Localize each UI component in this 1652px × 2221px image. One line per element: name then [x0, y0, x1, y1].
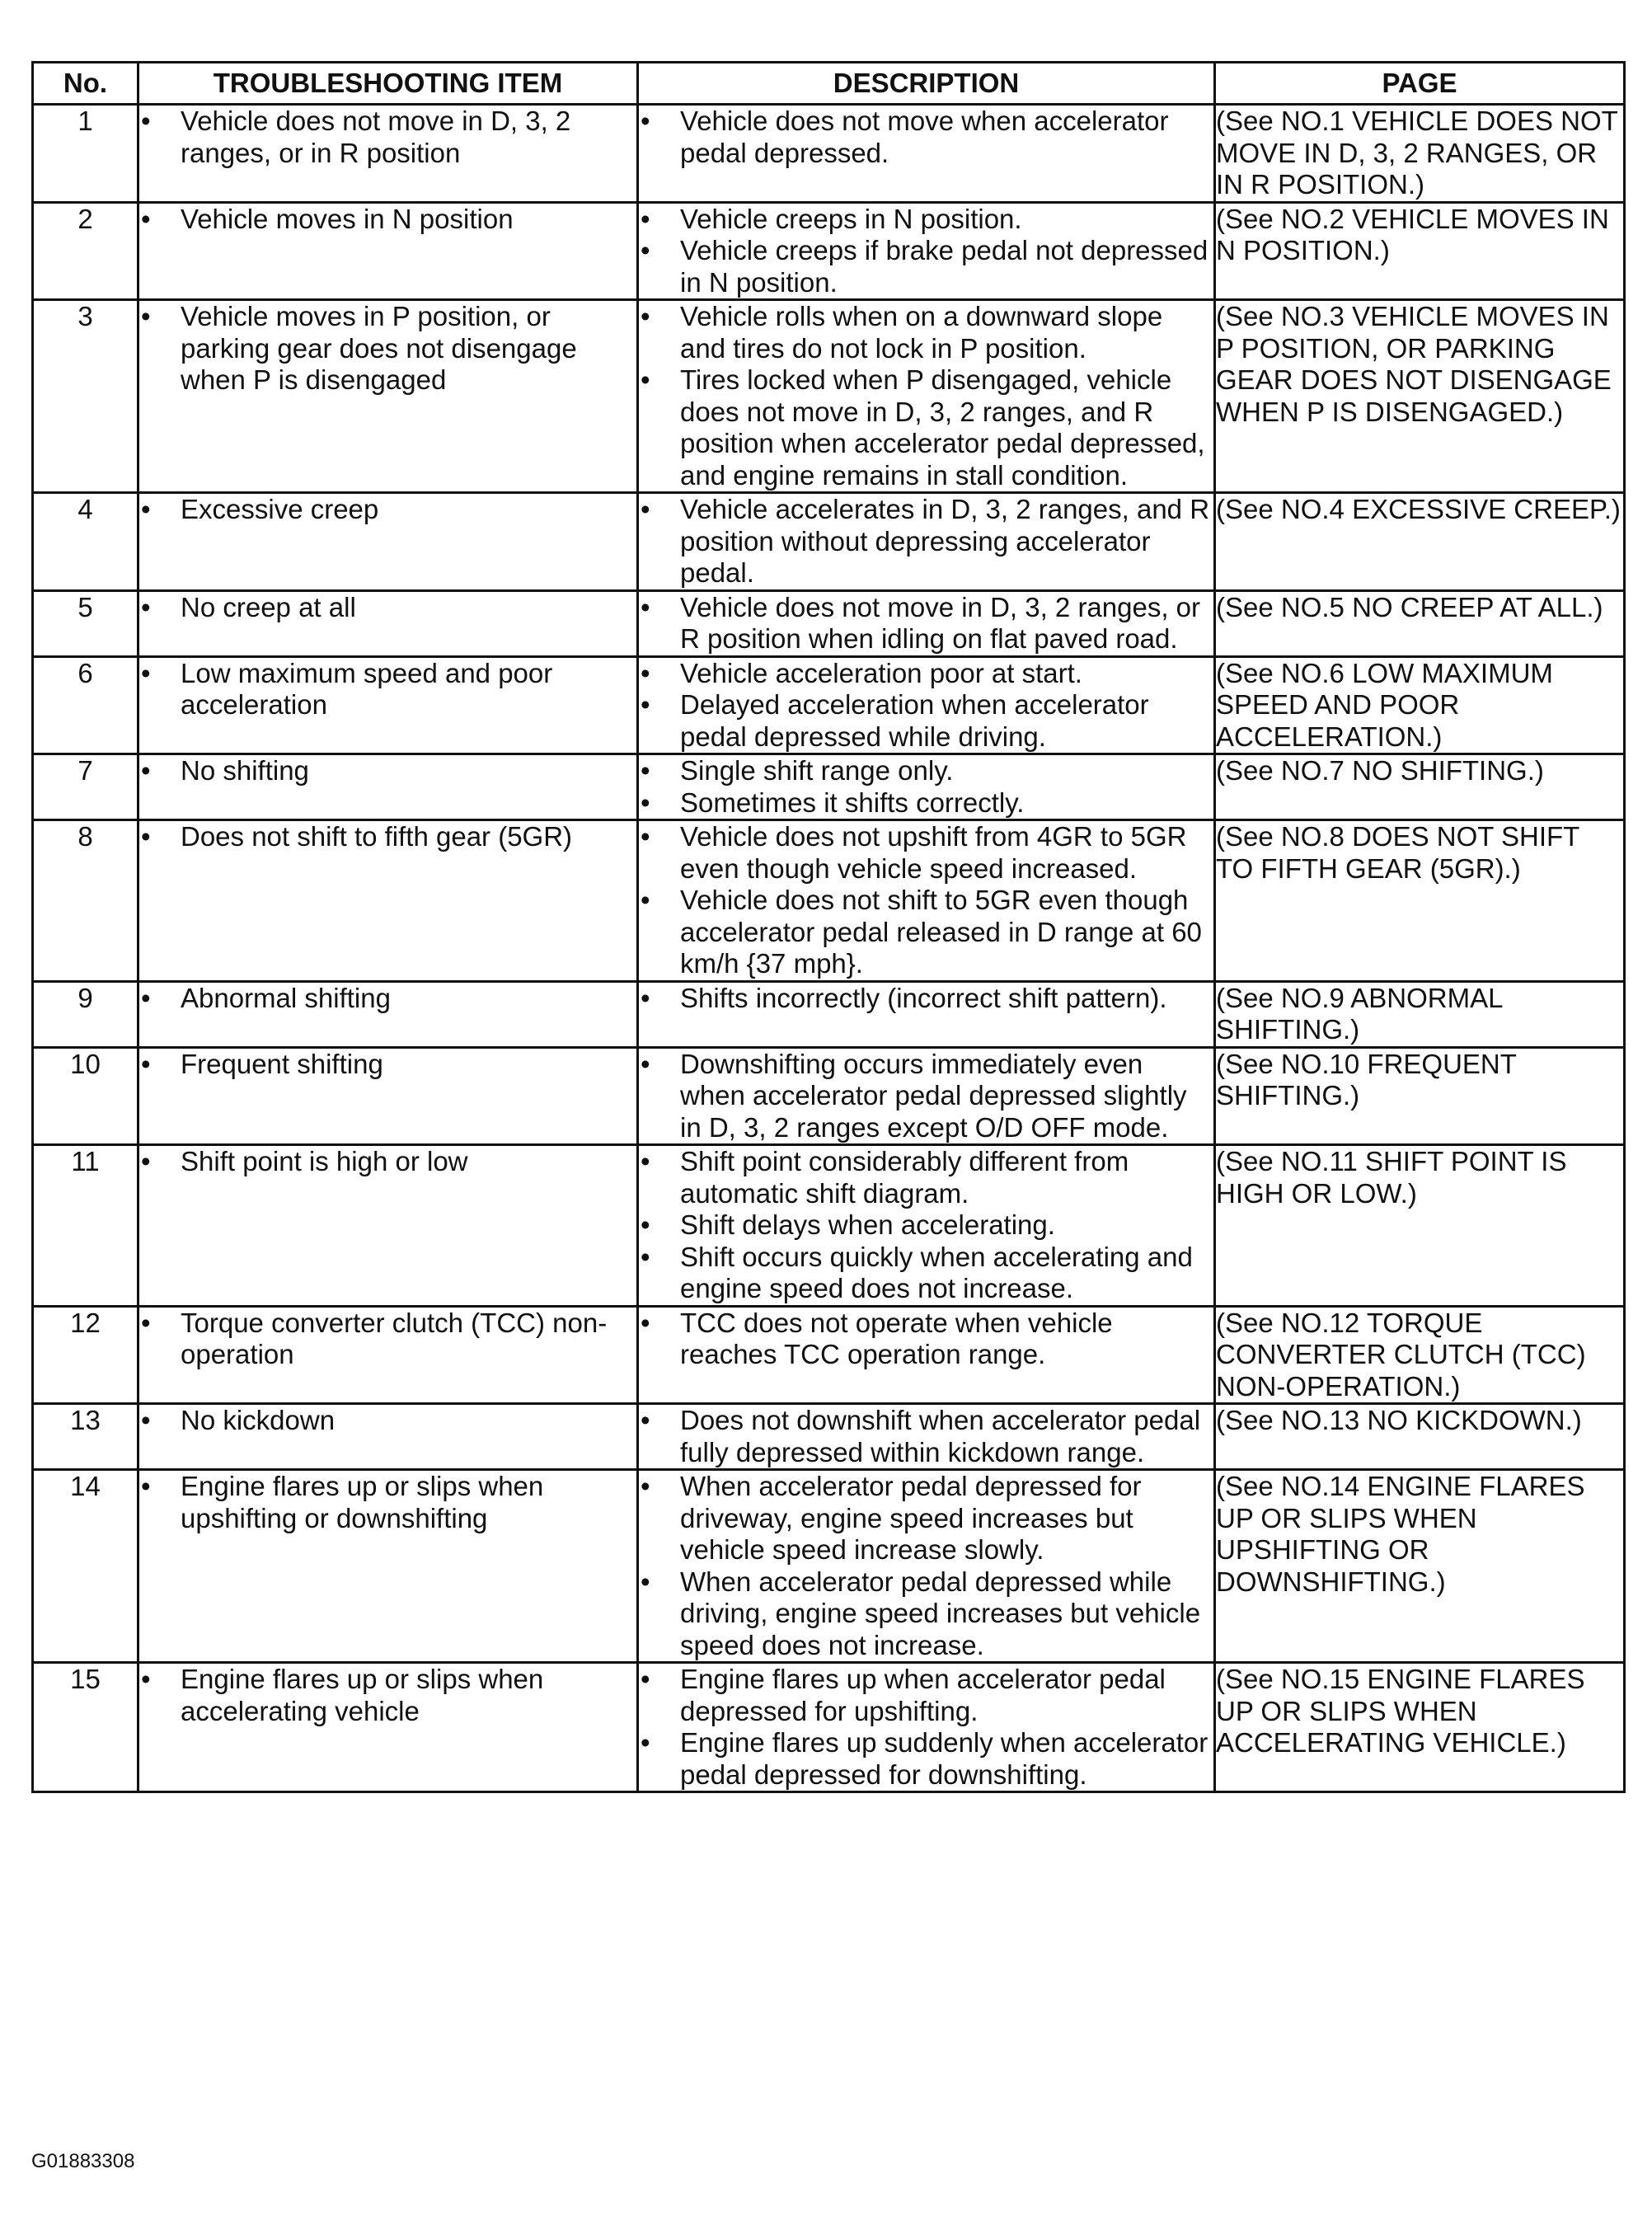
- description-bullet: • Engine flares up suddenly when accelerator pedal depressed for downshifting.: [639, 1727, 1213, 1791]
- troubleshooting-item-cell: [138, 590, 638, 656]
- description-bullet: • Vehicle rolls when on a downward slope and tires do not lock in P position.: [639, 301, 1213, 364]
- troubleshooting-item-cell: [138, 1470, 638, 1663]
- troubleshooting-item: • Does not shift to fifth gear (5GR): [139, 821, 636, 853]
- page-reference: (See NO.13 NO KICKDOWN.): [1215, 1404, 1625, 1470]
- table-row: [33, 1047, 1625, 1145]
- table-row: [33, 1470, 1625, 1663]
- row-number: 5: [33, 590, 138, 656]
- figure-code: G01883308: [31, 2150, 135, 2172]
- description-bullet: • Vehicle accelerates in D, 3, 2 ranges, and R position without depressing accelerator pedal.: [639, 494, 1213, 589]
- row-number: 11: [33, 1145, 138, 1307]
- table-row: [33, 1306, 1625, 1404]
- description-bullet: • When accelerator pedal depressed while driving, engine speed increases but vehicle speed does not increase.: [639, 1566, 1213, 1662]
- troubleshooting-item: • Frequent shifting: [139, 1049, 636, 1081]
- description-cell-list: [639, 983, 1213, 1015]
- page-reference: (See NO.1 VEHICLE DOES NOT MOVE IN D, 3, 2 RANGES, OR IN R POSITION.): [1215, 105, 1625, 203]
- table-body: [33, 105, 1625, 1792]
- troubleshooting-item-cell-list: [139, 1049, 636, 1081]
- header-description: DESCRIPTION: [638, 63, 1215, 105]
- row-number: 13: [33, 1404, 138, 1470]
- page-reference: (See NO.11 SHIFT POINT IS HIGH OR LOW.): [1215, 1145, 1625, 1307]
- description-cell: [638, 981, 1215, 1047]
- troubleshooting-item-cell: [138, 493, 638, 591]
- header-troubleshooting-item: TROUBLESHOOTING ITEM: [138, 63, 638, 105]
- troubleshooting-item-cell-list: [139, 301, 636, 397]
- table-row: [33, 754, 1625, 820]
- troubleshooting-item-cell: [138, 105, 638, 203]
- troubleshooting-item-cell-list: [139, 204, 636, 236]
- troubleshooting-item-cell-list: [139, 755, 636, 787]
- row-number: 9: [33, 981, 138, 1047]
- troubleshooting-item-cell: [138, 202, 638, 300]
- page-reference: (See NO.10 FREQUENT SHIFTING.): [1215, 1047, 1625, 1145]
- description-cell: [638, 1404, 1215, 1470]
- page-reference: (See NO.15 ENGINE FLARES UP OR SLIPS WHEN ACCELERATING VEHICLE.): [1215, 1663, 1625, 1792]
- row-number: 6: [33, 656, 138, 754]
- row-number: 8: [33, 820, 138, 982]
- description-cell-list: [639, 1405, 1213, 1468]
- header-no: No.: [33, 63, 138, 105]
- description-cell-list: [639, 106, 1213, 169]
- description-cell-list: [639, 204, 1213, 299]
- description-cell: [638, 820, 1215, 982]
- description-bullet: • Vehicle does not upshift from 4GR to 5GR even though vehicle speed increased.: [639, 821, 1213, 885]
- page-reference: (See NO.12 TORQUE CONVERTER CLUTCH (TCC) NON-OPERATION.): [1215, 1306, 1625, 1404]
- troubleshooting-item-cell-list: [139, 592, 636, 624]
- table-row: [33, 202, 1625, 300]
- description-cell-list: [639, 1471, 1213, 1661]
- table-row: [33, 105, 1625, 203]
- table-row: [33, 1145, 1625, 1307]
- description-bullet: • Single shift range only.: [639, 755, 1213, 787]
- page-reference: (See NO.2 VEHICLE MOVES IN N POSITION.): [1215, 202, 1625, 300]
- header-page: PAGE: [1215, 63, 1625, 105]
- troubleshooting-item: • Vehicle moves in P position, or parking gear does not disengage when P is disengaged: [139, 301, 636, 397]
- description-cell-list: [639, 1664, 1213, 1791]
- description-cell: [638, 105, 1215, 203]
- row-number: 1: [33, 105, 138, 203]
- description-bullet: • Vehicle creeps in N position.: [639, 204, 1213, 236]
- description-cell-list: [639, 1308, 1213, 1371]
- table-header-row: [33, 63, 1625, 105]
- table-row: [33, 1404, 1625, 1470]
- troubleshooting-item-cell: [138, 1145, 638, 1307]
- row-number: 3: [33, 300, 138, 493]
- table-row: [33, 300, 1625, 493]
- troubleshooting-item-cell-list: [139, 1471, 636, 1534]
- troubleshooting-item-cell-list: [139, 821, 636, 853]
- troubleshooting-item-cell-list: [139, 1146, 636, 1178]
- description-bullet: • Delayed acceleration when accelerator pedal depressed while driving.: [639, 689, 1213, 753]
- description-cell-list: [639, 494, 1213, 589]
- description-cell-list: [639, 592, 1213, 655]
- description-cell-list: [639, 658, 1213, 754]
- troubleshooting-item: • No creep at all: [139, 592, 636, 624]
- row-number: 10: [33, 1047, 138, 1145]
- troubleshooting-item: • Engine flares up or slips when upshifting or downshifting: [139, 1471, 636, 1534]
- description-bullet: • Sometimes it shifts correctly.: [639, 787, 1213, 819]
- description-bullet: • TCC does not operate when vehicle reaches TCC operation range.: [639, 1308, 1213, 1371]
- table-row: [33, 820, 1625, 982]
- description-bullet: • Vehicle acceleration poor at start.: [639, 658, 1213, 690]
- troubleshooting-item-cell-list: [139, 983, 636, 1015]
- troubleshooting-item: • Shift point is high or low: [139, 1146, 636, 1178]
- row-number: 12: [33, 1306, 138, 1404]
- row-number: 14: [33, 1470, 138, 1663]
- troubleshooting-item-cell: [138, 300, 638, 493]
- description-cell: [638, 1470, 1215, 1663]
- description-bullet: • Shift point considerably different from automatic shift diagram.: [639, 1146, 1213, 1209]
- description-bullet: • Does not downshift when accelerator pedal fully depressed within kickdown range.: [639, 1405, 1213, 1468]
- troubleshooting-item: • Vehicle moves in N position: [139, 204, 636, 236]
- description-cell-list: [639, 1146, 1213, 1305]
- troubleshooting-item-cell-list: [139, 1405, 636, 1437]
- row-number: 7: [33, 754, 138, 820]
- page-reference: (See NO.8 DOES NOT SHIFT TO FIFTH GEAR (5GR).): [1215, 820, 1625, 982]
- description-bullet: • Vehicle creeps if brake pedal not depressed in N position.: [639, 235, 1213, 298]
- troubleshooting-item: • Abnormal shifting: [139, 983, 636, 1015]
- description-bullet: • Engine flares up when accelerator pedal depressed for upshifting.: [639, 1664, 1213, 1727]
- troubleshooting-item: • No shifting: [139, 755, 636, 787]
- description-bullet: • Downshifting occurs immediately even when accelerator pedal depressed slightly in D, 3, 2 ranges except O/D OFF mode.: [639, 1049, 1213, 1144]
- description-cell: [638, 493, 1215, 591]
- row-number: 4: [33, 493, 138, 591]
- page-reference: (See NO.9 ABNORMAL SHIFTING.): [1215, 981, 1625, 1047]
- page-reference: (See NO.5 NO CREEP AT ALL.): [1215, 590, 1625, 656]
- table-row: [33, 981, 1625, 1047]
- description-cell-list: [639, 301, 1213, 491]
- description-cell: [638, 1145, 1215, 1307]
- description-bullet: • Shift occurs quickly when accelerating and engine speed does not increase.: [639, 1242, 1213, 1305]
- description-cell: [638, 300, 1215, 493]
- description-cell: [638, 1663, 1215, 1792]
- description-bullet: • Vehicle does not move in D, 3, 2 ranges, or R position when idling on flat paved road.: [639, 592, 1213, 655]
- troubleshooting-item-cell: [138, 981, 638, 1047]
- troubleshooting-item-cell-list: [139, 106, 636, 169]
- troubleshooting-item-cell: [138, 1404, 638, 1470]
- page-reference: (See NO.6 LOW MAXIMUM SPEED AND POOR ACCELERATION.): [1215, 656, 1625, 754]
- page-reference: (See NO.3 VEHICLE MOVES IN P POSITION, OR PARKING GEAR DOES NOT DISENGAGE WHEN P IS DISENGAGED.): [1215, 300, 1625, 493]
- description-cell: [638, 202, 1215, 300]
- description-cell-list: [639, 821, 1213, 980]
- troubleshooting-item-cell-list: [139, 1664, 636, 1727]
- troubleshooting-item: • Vehicle does not move in D, 3, 2 ranges, or in R position: [139, 106, 636, 169]
- troubleshooting-item-cell: [138, 754, 638, 820]
- description-bullet: • Shifts incorrectly (incorrect shift pattern).: [639, 983, 1213, 1015]
- row-number: 2: [33, 202, 138, 300]
- troubleshooting-table: [31, 61, 1626, 1793]
- row-number: 15: [33, 1663, 138, 1792]
- page-reference: (See NO.14 ENGINE FLARES UP OR SLIPS WHEN UPSHIFTING OR DOWNSHIFTING.): [1215, 1470, 1625, 1663]
- table-row: [33, 493, 1625, 591]
- table-row: [33, 590, 1625, 656]
- troubleshooting-item: • No kickdown: [139, 1405, 636, 1437]
- page-reference: (See NO.7 NO SHIFTING.): [1215, 754, 1625, 820]
- description-bullet: • When accelerator pedal depressed for driveway, engine speed increases but vehicle speed increase slowly.: [639, 1471, 1213, 1566]
- page-reference: (See NO.4 EXCESSIVE CREEP.): [1215, 493, 1625, 591]
- description-cell: [638, 754, 1215, 820]
- troubleshooting-item-cell: [138, 820, 638, 982]
- description-bullet: • Shift delays when accelerating.: [639, 1209, 1213, 1242]
- description-bullet: • Vehicle does not shift to 5GR even though accelerator pedal released in D range at 60 km/h {37 mph}.: [639, 885, 1213, 980]
- description-bullet: • Vehicle does not move when accelerator pedal depressed.: [639, 106, 1213, 169]
- troubleshooting-item: • Excessive creep: [139, 494, 636, 526]
- troubleshooting-item-cell: [138, 1306, 638, 1404]
- description-cell: [638, 1047, 1215, 1145]
- description-bullet: • Tires locked when P disengaged, vehicle does not move in D, 3, 2 ranges, and R position when accelerator pedal depressed, and engine remains in stall condition.: [639, 364, 1213, 491]
- troubleshooting-item-cell-list: [139, 494, 636, 526]
- troubleshooting-item-cell-list: [139, 1308, 636, 1371]
- table-row: [33, 656, 1625, 754]
- troubleshooting-item-cell-list: [139, 658, 636, 721]
- description-cell: [638, 1306, 1215, 1404]
- description-cell-list: [639, 1049, 1213, 1144]
- troubleshooting-item-cell: [138, 1047, 638, 1145]
- troubleshooting-item-cell: [138, 1663, 638, 1792]
- description-cell-list: [639, 755, 1213, 819]
- description-cell: [638, 656, 1215, 754]
- table-row: [33, 1663, 1625, 1792]
- troubleshooting-item: • Torque converter clutch (TCC) non-operation: [139, 1308, 636, 1371]
- description-cell: [638, 590, 1215, 656]
- troubleshooting-item: • Engine flares up or slips when accelerating vehicle: [139, 1664, 636, 1727]
- troubleshooting-item-cell: [138, 656, 638, 754]
- troubleshooting-item: • Low maximum speed and poor acceleration: [139, 658, 636, 721]
